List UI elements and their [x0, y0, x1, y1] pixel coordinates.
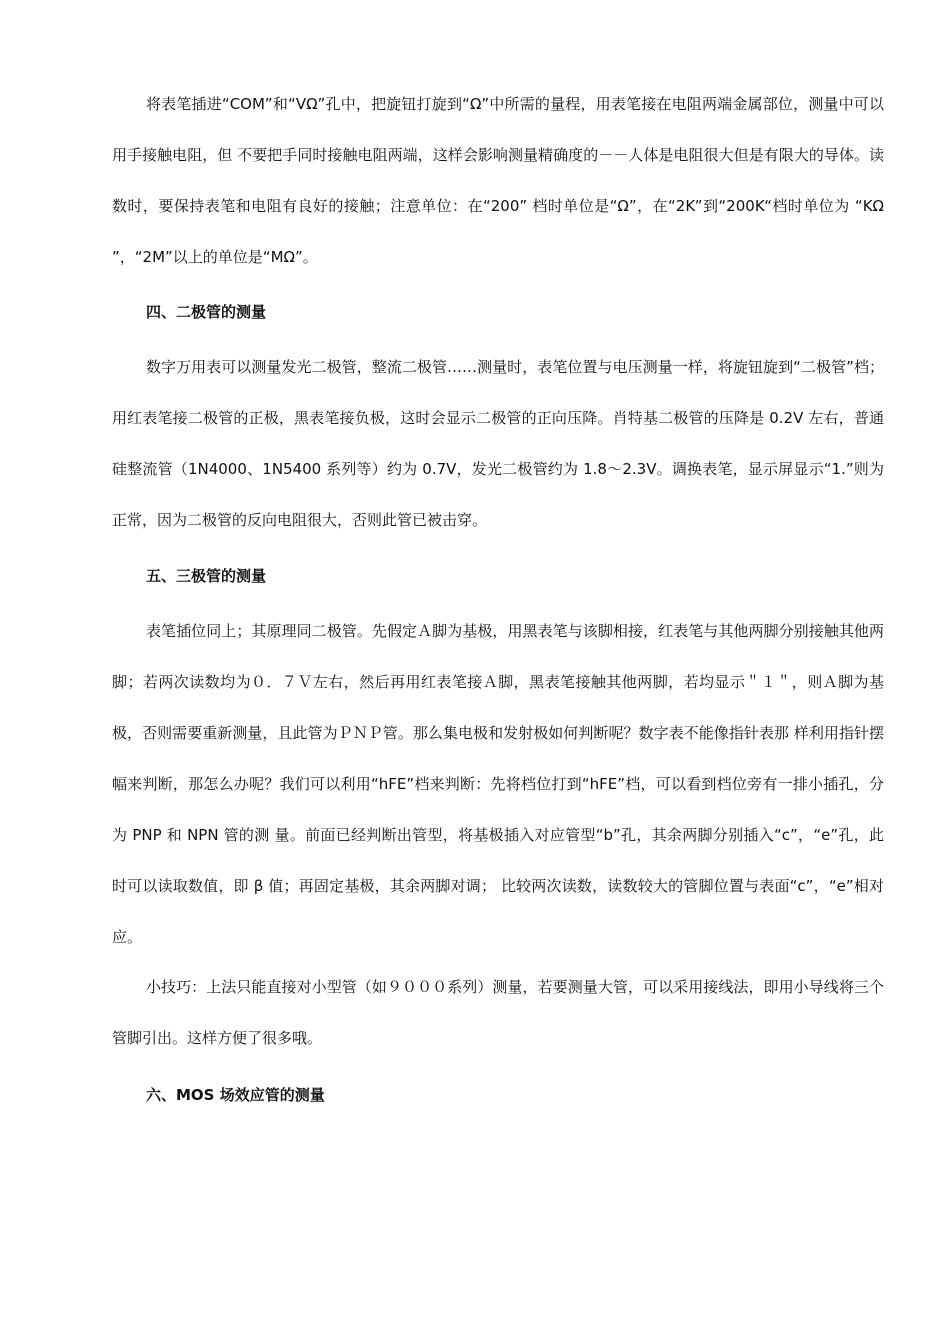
paragraph-tip: 小技巧：上法只能直接对小型管（如９０００系列）测量，若要测量大管，可以采用接线法，即用小导线将三个管脚引出。这样方便了很多哦。	[112, 978, 884, 1047]
heading-mos-measurement: 六、MOS 场效应管的测量	[146, 1086, 325, 1104]
heading-transistor-measurement: 五、三极管的测量	[146, 567, 267, 585]
paragraph-resistance-measurement: 将表笔插进“COM”和“VΩ”孔中，把旋钮打旋到“Ω”中所需的量程，用表笔接在电阻两端金属部位，测量中可以用手接触电阻，但 不要把手同时接触电阻两端，这样会影响测量精确度的－－人体是电阻很大但是有限大的导体。读数时，要保持表笔和电阻有良好的接触；注意单位：在“200” 档时单位是“Ω”，在“2K”到“200K“档时单位为 “KΩ ”，“2M”以上的单位是“MΩ”。	[112, 95, 884, 266]
heading-diode-measurement: 四、二极管的测量	[146, 303, 267, 321]
paragraph-diode-measurement: 数字万用表可以测量发光二极管，整流二极管……测量时，表笔位置与电压测量一样，将旋钮旋到“二极管”档；用红表笔接二极管的正极，黑表笔接负极，这时会显示二极管的正向压降。肖特基二极管的压降是 0.2V 左右，普通硅整流管（1N4000、1N5400 系列等）约为 0.7V，发光二极管约为 1.8～2.3V。调换表笔，显示屏显示“1.”则为正常，因为二极管的反向电阻很大，否则此管已被击穿。	[112, 358, 884, 529]
paragraph-transistor-measurement: 表笔插位同上；其原理同二极管。先假定Ａ脚为基极，用黑表笔与该脚相接，红表笔与其他两脚分别接触其他两脚；若两次读数均为０．７Ｖ左右，然后再用红表笔接Ａ脚，黑表笔接触其他两脚，若均显示＂１＂，则Ａ脚为基极，否则需要重新测量，且此管为ＰＮＰ管。那么集电极和发射极如何判断呢？数字表不能像指针表那 样利用指针摆幅来判断，那怎么办呢？我们可以利用“hFE”档来判断：先将档位打到“hFE”档，可以看到档位旁有一排小插孔，分为 PNP 和 NPN 管的测 量。前面已经判断出管型，将基极插入对应管型“b”孔，其余两脚分别插入“c”，“e”孔，此时可以读取数值，即 β 值；再固定基极，其余两脚对调； 比较两次读数，读数较大的管脚位置与表面“c”，“e”相对应。	[112, 622, 884, 946]
